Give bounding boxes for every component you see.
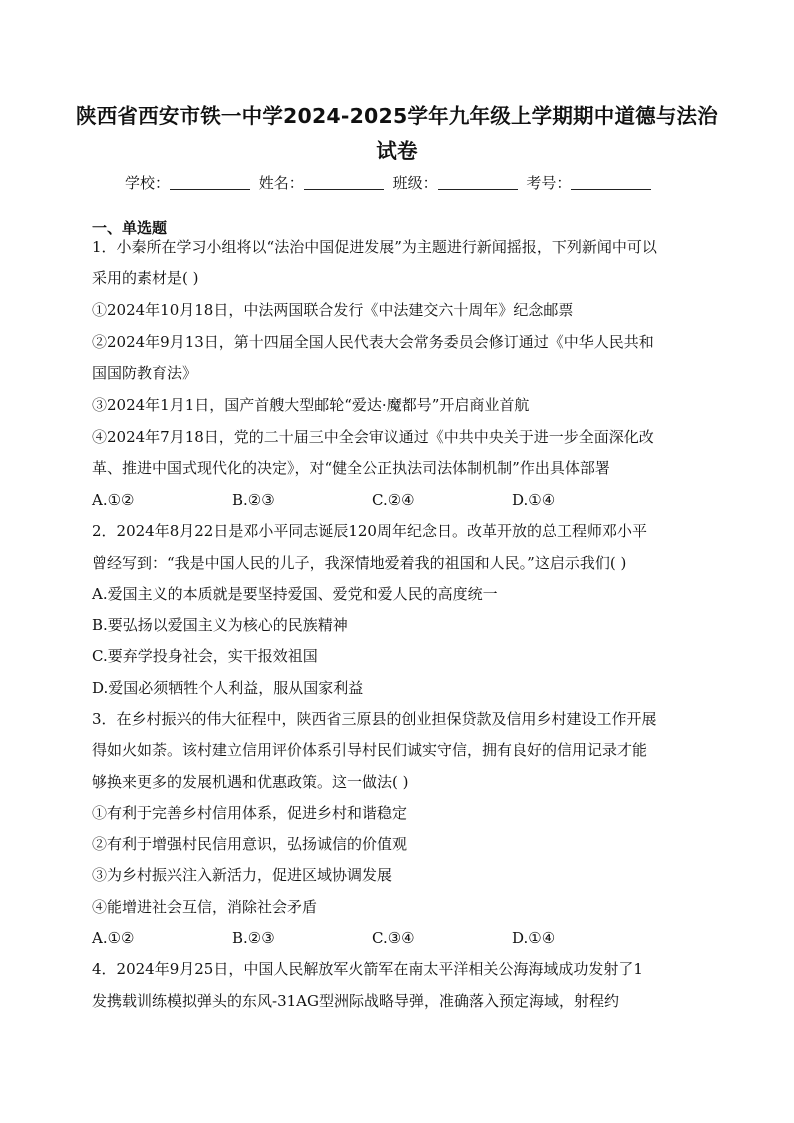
q3-option-d: D.①④ <box>512 929 556 947</box>
q2-option-a: A.爱国主义的本质就是要坚持爱国、爱党和爱人民的高度统一 <box>92 585 498 603</box>
q1-item-2-line-1: ②2024年9月13日，第十四届全国人民代表大会常务委员会修订通过《中华人民共和 <box>92 333 654 351</box>
q1-option-c: C.②④ <box>372 491 415 509</box>
section-heading: 一、单选题 <box>92 219 168 237</box>
school-blank <box>170 189 250 190</box>
q3-option-c: C.③④ <box>372 929 415 947</box>
q3-item-1: ①有利于完善乡村信用体系，促进乡村和谐稳定 <box>92 804 408 822</box>
q4-stem-line-1: 4．2024年9月25日，中国人民解放军火箭军在南太平洋相关公海海域成功发射了1 <box>92 960 643 978</box>
q3-item-3: ③为乡村振兴注入新活力，促进区域协调发展 <box>92 866 393 884</box>
q3-item-4: ④能增进社会互信，消除社会矛盾 <box>92 898 318 916</box>
exam-title-line-1: 陕西省西安市铁一中学2024-2025学年九年级上学期期中道德与法治 <box>76 104 718 128</box>
school-label: 学校： <box>125 174 171 192</box>
q1-item-4-line-1: ④2024年7月18日，党的二十届三中全会审议通过《中共中央关于进一步全面深化改 <box>92 428 654 446</box>
q2-option-c: C.要弃学投身社会，实干报效祖国 <box>92 647 318 665</box>
q2-option-b: B.要弘扬以爱国主义为核心的民族精神 <box>92 616 348 634</box>
q1-option-d: D.①④ <box>512 491 556 509</box>
q3-stem-line-2: 得如火如荼。该村建立信用评价体系引导村民们诚实守信，拥有良好的信用记录才能 <box>92 741 648 759</box>
class-label: 班级： <box>392 174 438 192</box>
number-label: 考号： <box>526 174 572 192</box>
q1-option-a: A.①② <box>92 491 135 509</box>
exam-title-line-2: 试卷 <box>376 139 418 163</box>
q3-stem-line-3: 够换来更多的发展机遇和优惠政策。这一做法( ) <box>92 773 409 791</box>
name-blank <box>304 189 384 190</box>
q1-stem-line-1: 1．小秦所在学习小组将以“法治中国促进发展”为主题进行新闻摇报，下列新闻中可以 <box>92 238 657 256</box>
q2-stem-line-2: 曾经写到：“我是中国人民的儿子，我深情地爱着我的祖国和人民。”这启示我们( ) <box>92 554 627 572</box>
class-blank <box>438 189 518 190</box>
q2-option-d: D.爱国必须牺牲个人利益，服从国家利益 <box>92 679 364 697</box>
q1-item-4-line-2: 革、推进中国式现代化的决定》，对“健全公正执法司法体制机制”作出具体部署 <box>92 459 610 477</box>
q4-stem-line-2: 发携载训练模拟弹头的东风-31AG型洲际战略导弹，准确落入预定海域，射程约 <box>92 992 619 1010</box>
q3-item-2: ②有利于增强村民信用意识，弘扬诚信的价值观 <box>92 835 408 853</box>
q1-item-1: ①2024年10月18日，中法两国联合发行《中法建交六十周年》纪念邮票 <box>92 301 574 319</box>
q1-item-2-line-2: 国国防教育法》 <box>92 364 198 382</box>
q3-stem-line-1: 3．在乡村振兴的伟大征程中，陕西省三原县的创业担保贷款及信用乡村建设工作开展 <box>92 710 657 728</box>
student-info-row <box>125 172 685 193</box>
q3-option-a: A.①② <box>92 929 135 947</box>
q2-stem-line-1: 2．2024年8月22日是邓小平同志诞辰120周年纪念日。改革开放的总工程师邓小平 <box>92 522 647 540</box>
name-label: 姓名： <box>258 174 304 192</box>
q1-stem-line-2: 采用的素材是( ) <box>92 269 199 287</box>
q3-option-b: B.②③ <box>232 929 275 947</box>
number-blank <box>571 189 651 190</box>
q1-option-b: B.②③ <box>232 491 275 509</box>
q1-item-3: ③2024年1月1日，国产首艘大型邮轮“爱达·魔都号”开启商业首航 <box>92 396 530 414</box>
